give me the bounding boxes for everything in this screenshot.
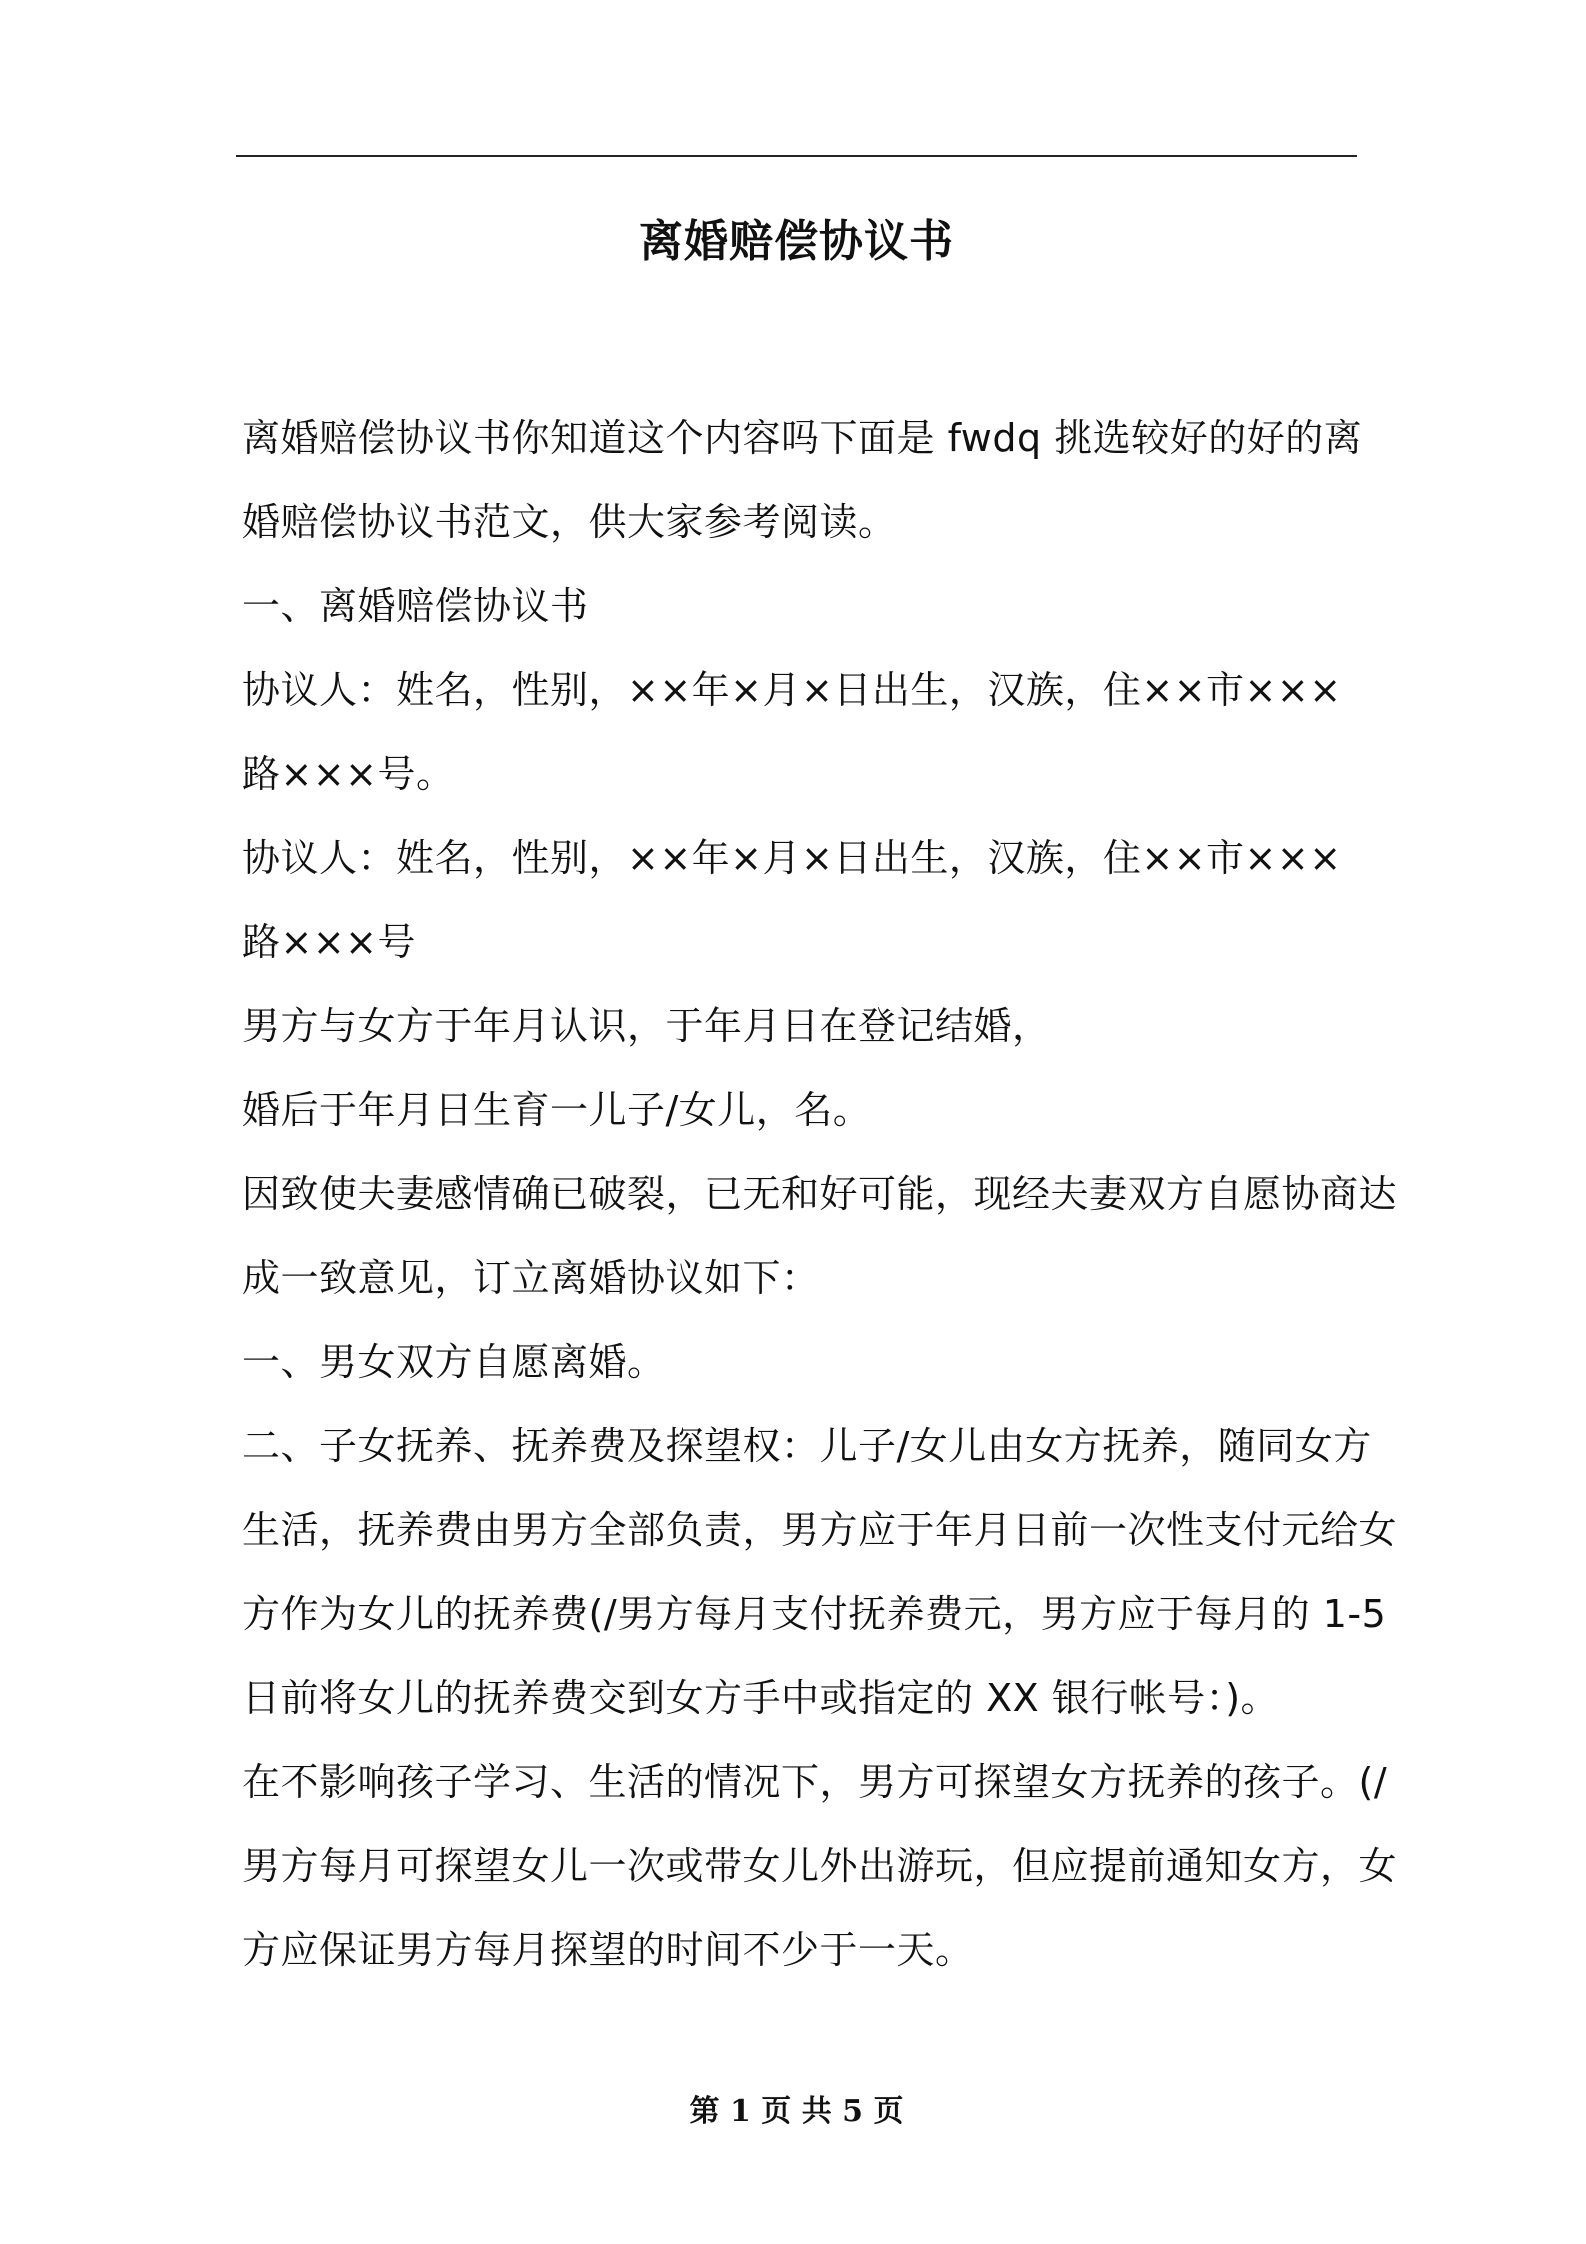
body-line: 路×××号。 [242,752,455,796]
body-line: 男方与女方于年月认识，于年月日在登记结婚， [242,1004,1051,1048]
document-body [242,396,1398,1992]
body-line: 成一致意见，订立离婚协议如下： [242,1256,820,1300]
clause-line: 二、子女抚养、抚养费及探望权：儿子/女儿由女方抚养，随同女方 [242,1424,1372,1468]
clause-line: 一、男女双方自愿离婚。 [242,1340,666,1384]
body-line: 男方每月可探望女儿一次或带女儿外出游玩，但应提前通知女方，女 [242,1844,1398,1888]
body-line: 路×××号 [242,920,417,964]
body-line: 方作为女儿的抚养费(/男方每月支付抚养费元，男方应于每月的 1-5 [242,1592,1387,1636]
body-line: 方应保证男方每月探望的时间不少于一天。 [242,1928,974,1972]
section-heading: 一、离婚赔偿协议书 [242,584,589,628]
body-line: 协议人：姓名，性别，××年×月×日出生，汉族，住××市××× [242,836,1342,880]
body-line: 协议人：姓名，性别，××年×月×日出生，汉族，住××市××× [242,668,1342,712]
body-line: 生活，抚养费由男方全部负责，男方应于年月日前一次性支付元给女 [242,1508,1398,1552]
page-number-footer: 第 1 页 共 5 页 [689,2094,904,2129]
body-line: 因致使夫妻感情确已破裂，已无和好可能，现经夫妻双方自愿协商达 [242,1172,1398,1216]
body-line: 日前将女儿的抚养费交到女方手中或指定的 XX 银行帐号：)。 [242,1676,1280,1720]
body-line: 婚后于年月日生育一儿子/女儿，名。 [242,1088,872,1132]
body-line: 婚赔偿协议书范文，供大家参考阅读。 [242,500,897,544]
body-line: 离婚赔偿协议书你知道这个内容吗下面是 fwdq 挑选较好的好的离 [242,416,1363,460]
body-line: 在不影响孩子学习、生活的情况下，男方可探望女方抚养的孩子。(/ [242,1760,1388,1804]
header-rule [236,155,1357,157]
document-title: 离婚赔偿协议书 [639,216,954,267]
